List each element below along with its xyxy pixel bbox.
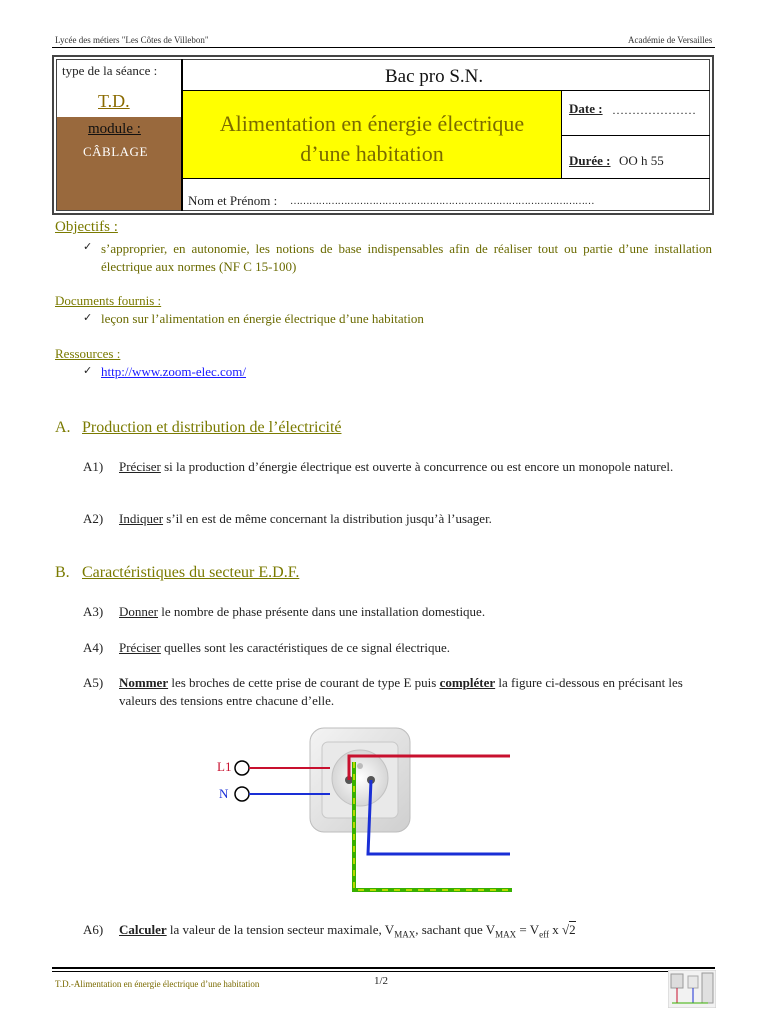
row-divider-date [562,135,710,136]
question-a4-body: quelles sont les caractéristiques de ce signal électrique. [160,640,451,655]
socket-figure [200,720,520,900]
seance-label: type de la séance : [62,63,158,78]
footer-left: T.D.-Alimentation en énergie électrique d’une habitation [55,979,260,989]
question-a2-num: A2) [83,511,104,526]
question-a4-num: A4) [83,640,104,655]
name-dots: …………………………………………………………………………………… [290,196,594,207]
header-left: Lycée des métiers "Les Côtes de Villebon" [55,35,209,45]
objectifs-check-icon: ✓ [83,241,93,253]
module-value: CÂBLAGE [83,144,148,159]
row-divider-2 [183,178,710,179]
section-a-letter: A. [55,419,71,436]
question-a6-body4: x [548,922,562,937]
question-a6-sub1: MAX [394,929,416,940]
question-a6-text [119,921,713,944]
question-a3-body: le nombre de phase présente dans une installation domestique. [158,604,486,619]
header-right: Académie de Versailles [628,35,713,45]
objectifs-item: s’approprier, en autonomie, les notions de base indispensables afin de réaliser tout ou partie d’une installation électrique aux normes (NF C 15-100) [101,241,712,274]
question-a5-verb2: compléter [439,675,496,690]
question-a3-verb: Donner [119,604,158,619]
ressources-check-icon: ✓ [83,365,93,377]
date-label: Date : [569,101,603,116]
l1-terminal [235,761,249,775]
n-terminal [235,787,249,801]
question-a3-text [119,603,713,621]
n-label: N [219,786,229,801]
objectifs-title: Objectifs : [55,219,118,235]
question-a4-verb: Préciser [119,640,161,655]
footer-page: 1/2 [374,975,389,987]
sqrt-symbol: √ [561,922,570,937]
question-a1-text [119,458,713,476]
question-a6-sub3: eff [539,929,549,940]
course-title-line1: Alimentation en énergie électrique [219,111,525,136]
course-title: Bac pro S.N. [385,66,484,87]
question-a3-num: A3) [83,604,104,619]
header-rule [52,47,715,48]
question-a4-text [119,639,713,657]
footer-rule-top [52,967,715,969]
question-a2-text [119,510,713,528]
socket-earth-pin [357,763,363,769]
section-b-title: Caractéristiques du secteur E.D.F. [82,564,300,581]
question-a6-num: A6) [83,922,104,937]
question-a5-num: A5) [83,675,104,690]
l1-label: L1 [217,759,232,774]
question-a6-verb: Calculer [119,922,167,937]
question-a5-body-b: la figure ci-dessous en précisant les valeurs des tensions entre chacune d’elle. [119,675,683,708]
question-a5-verb: Nommer [119,675,169,690]
ressources-title: Ressources : [55,346,121,361]
footer-thumbnail-image [668,970,716,1008]
socket-cup [332,750,388,806]
question-a1-num: A1) [83,459,104,474]
section-a-title: Production et distribution de l’électricité [82,419,342,436]
question-a6-body3: = V [516,922,540,937]
footer-rule-bottom [52,971,715,972]
date-dots: ………………… [612,103,696,117]
seance-value: T.D. [98,91,130,111]
duree-label: Durée : [569,153,611,168]
question-a1-verb: Préciser [119,459,161,474]
section-b-letter: B. [55,564,70,581]
question-a2-body: s’il en est de même concernant la distribution jusqu’à l’usager. [163,511,492,526]
course-title-line2: d’une habitation [300,141,444,166]
documents-item: leçon sur l’alimentation en énergie électrique d’une habitation [101,311,424,326]
question-a6-sub2: MAX [495,929,517,940]
question-a5-body-a: les broches de cette prise de courant de type E puis [168,675,440,690]
documents-check-icon: ✓ [83,312,93,324]
question-a6-body: la valeur de la tension secteur maximale, V [166,922,395,937]
question-a6-sqrt: 2 [569,922,576,937]
documents-title: Documents fournis : [55,293,162,308]
question-a5-text [119,674,713,710]
question-a2-verb: Indiquer [119,511,164,526]
question-a6-body2: , sachant que V [415,922,496,937]
duree-value: OO h 55 [619,153,664,168]
ressources-link[interactable]: http://www.zoom-elec.com/ [101,364,247,379]
module-label: module : [88,121,141,137]
name-label: Nom et Prénom : [188,193,278,208]
question-a1-body: si la production d’énergie électrique est ouverte à concurrence ou est encore un monopole naturel. [160,459,674,474]
